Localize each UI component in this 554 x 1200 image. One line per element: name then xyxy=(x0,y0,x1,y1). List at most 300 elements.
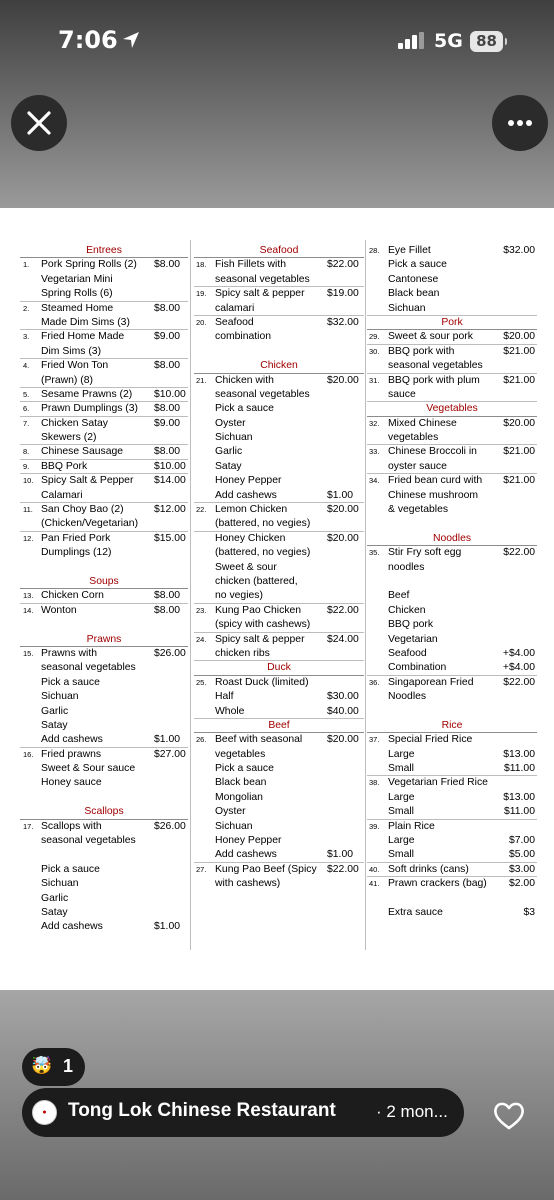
menu-row xyxy=(20,705,188,719)
menu-row xyxy=(194,733,364,747)
item-number: 36. xyxy=(369,677,380,687)
menu-row xyxy=(20,719,188,733)
menu-row xyxy=(367,302,537,316)
menu-row xyxy=(194,460,364,474)
item-price: $22.00 xyxy=(327,259,359,271)
menu-row xyxy=(20,258,188,272)
item-number: 31. xyxy=(369,375,380,385)
item-price: $3 xyxy=(523,906,535,918)
item-price: $8.00 xyxy=(154,403,181,415)
menu-section-heading: Beef xyxy=(194,719,364,733)
item-number: 17. xyxy=(23,821,34,831)
menu-row xyxy=(194,532,364,546)
menu-column-1 xyxy=(20,244,188,935)
item-price: +$4.00 xyxy=(502,662,535,674)
item-name: Honey Pepper xyxy=(215,835,282,847)
menu-row xyxy=(367,661,537,675)
item-name: Chicken with xyxy=(215,374,274,386)
item-number: 33. xyxy=(369,447,380,457)
item-number: 25. xyxy=(196,677,207,687)
item-name: Black bean xyxy=(388,288,440,300)
item-price: $22.00 xyxy=(327,604,359,616)
menu-row xyxy=(367,374,537,388)
item-price: $21.00 xyxy=(503,475,535,487)
menu-row xyxy=(20,776,188,790)
menu-row xyxy=(194,676,364,690)
item-name: (battered, no vegies) xyxy=(215,547,311,559)
menu-row xyxy=(20,402,188,416)
menu-section-heading: Vegetables xyxy=(367,402,537,416)
item-price: $13.00 xyxy=(503,791,535,803)
menu-row xyxy=(20,330,188,344)
menu-row xyxy=(20,920,188,934)
menu-row xyxy=(367,503,537,517)
item-number: 10. xyxy=(23,476,34,486)
menu-row xyxy=(367,474,537,488)
item-name: Spicy salt & pepper xyxy=(215,633,305,645)
menu-row xyxy=(367,633,537,647)
menu-column-2 xyxy=(194,244,364,892)
item-number: 7. xyxy=(23,418,30,428)
item-name: Pick a sauce xyxy=(41,863,100,875)
menu-row xyxy=(367,489,537,503)
item-number: 11. xyxy=(23,505,33,515)
reaction-pill[interactable] xyxy=(22,1048,85,1086)
item-name: Prawn crackers (bag) xyxy=(388,878,487,890)
item-name: oyster sauce xyxy=(388,460,447,472)
menu-row xyxy=(194,633,364,647)
item-name: Made Dim Sims (3) xyxy=(41,316,130,328)
menu-row xyxy=(367,791,537,805)
menu-row xyxy=(194,402,364,416)
menu-row xyxy=(20,791,188,805)
item-name: (Prawn) (8) xyxy=(41,374,93,386)
column-divider xyxy=(365,240,366,950)
menu-row xyxy=(20,431,188,445)
menu-row xyxy=(20,359,188,373)
item-price: $8.00 xyxy=(154,259,181,271)
item-price: $10.00 xyxy=(154,388,186,400)
more-options-button[interactable] xyxy=(492,95,548,151)
item-name: Add cashews xyxy=(41,734,103,746)
status-bar xyxy=(0,0,554,84)
item-name: seasonal vegetables xyxy=(215,273,310,285)
menu-row xyxy=(194,848,364,862)
item-name: Sichuan xyxy=(215,820,253,832)
item-name: Sichuan xyxy=(388,302,426,314)
item-name: Sweet & Sour sauce xyxy=(41,763,136,775)
item-name: Soft drinks (cans) xyxy=(388,863,469,875)
item-price: $21.00 xyxy=(503,374,535,386)
menu-row xyxy=(20,661,188,675)
menu-row xyxy=(194,258,364,272)
item-name: Beef with seasonal xyxy=(215,734,303,746)
item-name: Fried Won Ton xyxy=(41,360,109,372)
item-name: Vegetarian Mini xyxy=(41,273,113,285)
item-number: 26. xyxy=(196,735,207,745)
item-name: sauce xyxy=(388,388,416,400)
item-name: Pan Fried Pork xyxy=(41,532,111,544)
item-name: Black bean xyxy=(215,777,267,789)
item-name: Vegetarian Fried Rice xyxy=(388,777,488,789)
item-price: $32.00 xyxy=(503,245,535,256)
network-type: 5G xyxy=(434,30,463,52)
menu-row xyxy=(367,676,537,690)
item-price: $27.00 xyxy=(154,748,186,760)
item-name: Dumplings (12) xyxy=(41,547,112,559)
menu-row xyxy=(194,417,364,431)
item-number: 35. xyxy=(369,548,380,558)
menu-row xyxy=(367,604,537,618)
item-name: Pick a sauce xyxy=(388,259,447,271)
restaurant-name: Tong Lok Chinese Restaurant xyxy=(68,1100,336,1121)
menu-row xyxy=(194,834,364,848)
item-price: $20.00 xyxy=(327,734,359,746)
restaurant-info-bar[interactable] xyxy=(22,1088,464,1137)
item-name: BBQ Pork xyxy=(41,460,88,472)
item-name: Pick a sauce xyxy=(215,763,274,775)
item-name: Chicken Satay xyxy=(41,417,108,429)
menu-row xyxy=(367,258,537,272)
menu-row xyxy=(367,589,537,603)
item-number: 28. xyxy=(369,246,380,255)
status-time: 7:06 xyxy=(58,26,118,54)
item-price: $20.00 xyxy=(327,504,359,516)
menu-row xyxy=(20,690,188,704)
menu-row xyxy=(20,532,188,546)
menu-row xyxy=(194,517,364,531)
item-name: Small xyxy=(388,849,414,861)
menu-row xyxy=(367,517,537,531)
item-number: 9. xyxy=(23,461,30,471)
item-price: $1.00 xyxy=(327,849,354,861)
item-price: $8.00 xyxy=(154,360,181,372)
menu-row xyxy=(20,618,188,632)
item-name: Prawns with xyxy=(41,647,98,659)
menu-row xyxy=(194,431,364,445)
menu-row xyxy=(367,762,537,776)
menu-row xyxy=(20,676,188,690)
item-name: Satay xyxy=(41,719,68,731)
menu-section-heading: Rice xyxy=(367,719,537,733)
item-name: Large xyxy=(388,748,415,760)
menu-row xyxy=(367,705,537,719)
item-name: Fried prawns xyxy=(41,748,102,760)
item-price: $26.00 xyxy=(154,647,186,659)
menu-row xyxy=(194,690,364,704)
item-name: with cashews) xyxy=(215,878,281,890)
menu-row xyxy=(194,776,364,790)
item-name: Cantonese xyxy=(388,273,439,285)
item-number: 1. xyxy=(23,260,30,270)
item-name: seasonal vegetables xyxy=(41,835,136,847)
menu-section-heading: Soups xyxy=(20,575,188,589)
item-name: (Chicken/Vegetarian) xyxy=(41,518,139,530)
item-name: Mongolian xyxy=(215,791,263,803)
menu-row xyxy=(20,877,188,891)
item-name: BBQ pork xyxy=(388,619,434,631)
item-price: $20.00 xyxy=(503,417,535,429)
item-name: Pick a sauce xyxy=(41,676,100,688)
menu-row xyxy=(20,445,188,459)
item-price: $40.00 xyxy=(327,705,359,717)
close-icon xyxy=(26,110,52,136)
item-name: Prawn Dumplings (3) xyxy=(41,403,139,415)
item-price: +$4.00 xyxy=(502,647,535,659)
item-name: seasonal vegetables xyxy=(215,388,310,400)
item-name: BBQ pork with plum xyxy=(388,374,480,386)
menu-row xyxy=(194,330,364,344)
menu-row xyxy=(367,906,537,920)
item-price: $13.00 xyxy=(503,748,535,760)
item-price: $11.00 xyxy=(503,806,535,818)
item-number: 6. xyxy=(23,404,30,414)
menu-row xyxy=(367,431,537,445)
item-name: Dim Sims (3) xyxy=(41,345,102,357)
item-name: Chicken xyxy=(388,604,426,616)
menu-row xyxy=(194,503,364,517)
item-price: $5.00 xyxy=(508,849,535,861)
item-price: $1.00 xyxy=(327,489,354,501)
item-number: 21. xyxy=(196,375,207,385)
menu-row xyxy=(20,489,188,503)
item-name: chicken ribs xyxy=(215,647,270,659)
menu-row xyxy=(194,489,364,503)
item-name: Chicken Corn xyxy=(41,590,104,602)
menu-row xyxy=(20,561,188,575)
item-number: 15. xyxy=(23,648,34,658)
menu-row xyxy=(194,863,364,877)
menu-row xyxy=(20,474,188,488)
item-name: Fried Home Made xyxy=(41,331,125,343)
menu-row xyxy=(194,546,364,560)
item-name: Plain Rice xyxy=(388,820,435,832)
more-dots-icon xyxy=(507,119,533,127)
menu-row xyxy=(194,287,364,301)
item-price: $11.00 xyxy=(503,763,535,775)
menu-column-3 xyxy=(367,244,537,920)
item-name: noodles xyxy=(388,561,425,573)
item-name: Kung Pao Beef (Spicy xyxy=(215,863,317,875)
item-price: $26.00 xyxy=(154,820,186,832)
item-name: seasonal vegetables xyxy=(41,662,136,674)
menu-row xyxy=(20,848,188,862)
close-button[interactable] xyxy=(11,95,67,151)
item-price: $2.00 xyxy=(508,878,535,890)
menu-row xyxy=(20,517,188,531)
item-name: BBQ pork with xyxy=(388,345,455,357)
menu-row xyxy=(367,330,537,344)
menu-row xyxy=(194,575,364,589)
menu-photo[interactable] xyxy=(0,208,554,990)
item-name: Calamari xyxy=(41,489,83,501)
menu-row xyxy=(20,906,188,920)
menu-row xyxy=(367,820,537,834)
item-name: Wonton xyxy=(41,604,77,616)
item-price: $21.00 xyxy=(503,446,535,458)
item-name: Add cashews xyxy=(41,921,103,933)
menu-row xyxy=(367,345,537,359)
item-name: Sesame Prawns (2) xyxy=(41,388,133,400)
menu-row xyxy=(367,460,537,474)
menu-row xyxy=(367,690,537,704)
item-price: $21.00 xyxy=(503,345,535,357)
item-price: $8.00 xyxy=(154,590,181,602)
item-number: 19. xyxy=(196,289,207,299)
menu-row xyxy=(194,589,364,603)
menu-row xyxy=(20,863,188,877)
menu-row xyxy=(367,892,537,906)
item-name: Beef xyxy=(388,590,410,602)
item-price: $15.00 xyxy=(154,532,186,544)
item-price: $20.00 xyxy=(503,331,535,343)
menu-row xyxy=(20,302,188,316)
item-name: Chinese Broccoli in xyxy=(388,446,477,458)
menu-row xyxy=(367,748,537,762)
item-name: vegetables xyxy=(215,748,266,760)
menu-row xyxy=(367,445,537,459)
item-number: 16. xyxy=(23,749,34,759)
item-name: Pork Spring Rolls (2) xyxy=(41,259,137,271)
menu-row xyxy=(367,561,537,575)
item-price: $1.00 xyxy=(154,921,181,933)
menu-row xyxy=(20,820,188,834)
item-price: $20.00 xyxy=(327,374,359,386)
item-name: & vegetables xyxy=(388,504,449,516)
item-number: 3. xyxy=(23,332,30,342)
item-name: Scallops with xyxy=(41,820,102,832)
menu-row xyxy=(20,316,188,330)
menu-row xyxy=(20,748,188,762)
item-price: $8.00 xyxy=(154,604,181,616)
heart-icon[interactable] xyxy=(492,1099,526,1133)
menu-row xyxy=(194,561,364,575)
item-name: Pick a sauce xyxy=(215,403,274,415)
menu-row xyxy=(20,834,188,848)
menu-row xyxy=(194,374,364,388)
location-arrow-icon xyxy=(121,30,141,50)
item-price: $12.00 xyxy=(154,504,186,516)
item-number: 2. xyxy=(23,303,30,313)
reaction-count: 1 xyxy=(63,1056,74,1076)
item-price: $22.00 xyxy=(503,547,535,559)
signal-bars-icon xyxy=(398,32,426,49)
item-number: 38. xyxy=(369,778,380,788)
item-number: 32. xyxy=(369,418,380,428)
menu-row xyxy=(20,762,188,776)
menu-row xyxy=(367,287,537,301)
menu-row xyxy=(367,575,537,589)
item-name: calamari xyxy=(215,302,255,314)
item-name: Spicy Salt & Pepper xyxy=(41,475,134,487)
item-number: 27. xyxy=(196,864,207,874)
menu-row xyxy=(194,604,364,618)
item-name: Small xyxy=(388,763,414,775)
menu-row xyxy=(367,546,537,560)
item-price: $1.00 xyxy=(154,734,181,746)
menu-row xyxy=(20,733,188,747)
menu-row xyxy=(194,474,364,488)
item-name: Mixed Chinese xyxy=(388,417,457,429)
item-name: Honey sauce xyxy=(41,777,102,789)
item-name: Spring Rolls (6) xyxy=(41,288,113,300)
menu-row xyxy=(367,834,537,848)
item-name: chicken (battered, xyxy=(215,575,298,587)
item-name: Whole xyxy=(215,705,245,717)
menu-section-heading: Seafood xyxy=(194,244,364,258)
item-name: Garlic xyxy=(41,892,69,904)
item-price: $9.00 xyxy=(154,331,181,343)
item-name: Eye Fillet xyxy=(388,245,431,256)
item-number: 40. xyxy=(369,864,380,874)
item-name: Satay xyxy=(215,460,242,472)
item-name: Chinese Sausage xyxy=(41,446,124,458)
menu-section-heading: Prawns xyxy=(20,633,188,647)
menu-row xyxy=(194,762,364,776)
menu-row xyxy=(20,417,188,431)
item-name: Special Fried Rice xyxy=(388,734,473,746)
item-name: no vegies) xyxy=(215,590,263,602)
item-name: vegetables xyxy=(388,432,439,444)
item-name: Sichuan xyxy=(215,432,253,444)
item-name: Fried bean curd with xyxy=(388,475,483,487)
menu-row xyxy=(20,374,188,388)
item-name: Satay xyxy=(41,906,68,918)
item-number: 23. xyxy=(196,605,207,615)
menu-row xyxy=(367,388,537,402)
item-number: 37. xyxy=(369,735,380,745)
item-number: 5. xyxy=(23,389,30,399)
item-number: 20. xyxy=(196,317,207,327)
menu-row xyxy=(194,302,364,316)
item-price: $7.00 xyxy=(508,835,535,847)
item-name: (spicy with cashews) xyxy=(215,619,311,631)
item-name: Extra sauce xyxy=(388,906,443,918)
menu-row xyxy=(20,647,188,661)
menu-row xyxy=(194,388,364,402)
item-number: 4. xyxy=(23,361,30,371)
item-name: Honey Pepper xyxy=(215,475,282,487)
item-number: 22. xyxy=(196,505,207,515)
item-price: $19.00 xyxy=(327,288,359,300)
menu-row xyxy=(194,791,364,805)
item-number: 34. xyxy=(369,476,380,486)
menu-row xyxy=(367,877,537,891)
item-price: $10.00 xyxy=(154,460,186,472)
battery-icon: 88 xyxy=(470,31,503,52)
item-name: Stir Fry soft egg xyxy=(388,547,462,559)
menu-row xyxy=(20,503,188,517)
menu-row xyxy=(194,705,364,719)
item-name: Noodles xyxy=(388,691,427,703)
item-name: Add cashews xyxy=(215,489,277,501)
menu-row xyxy=(194,877,364,891)
menu-row xyxy=(367,417,537,431)
menu-row xyxy=(194,805,364,819)
item-name: Vegetarian xyxy=(388,633,438,645)
restaurant-logo-icon: ● xyxy=(32,1100,57,1125)
item-price: $3.00 xyxy=(508,863,535,875)
menu-row xyxy=(367,863,537,877)
item-number: 8. xyxy=(23,447,30,457)
item-name: Sweet & sour xyxy=(215,561,277,573)
item-price: $22.00 xyxy=(503,676,535,688)
item-number: 30. xyxy=(369,346,380,356)
item-name: Seafood xyxy=(215,316,254,328)
item-number: 24. xyxy=(196,634,207,644)
item-name: Singaporean Fried xyxy=(388,676,474,688)
menu-row xyxy=(20,892,188,906)
